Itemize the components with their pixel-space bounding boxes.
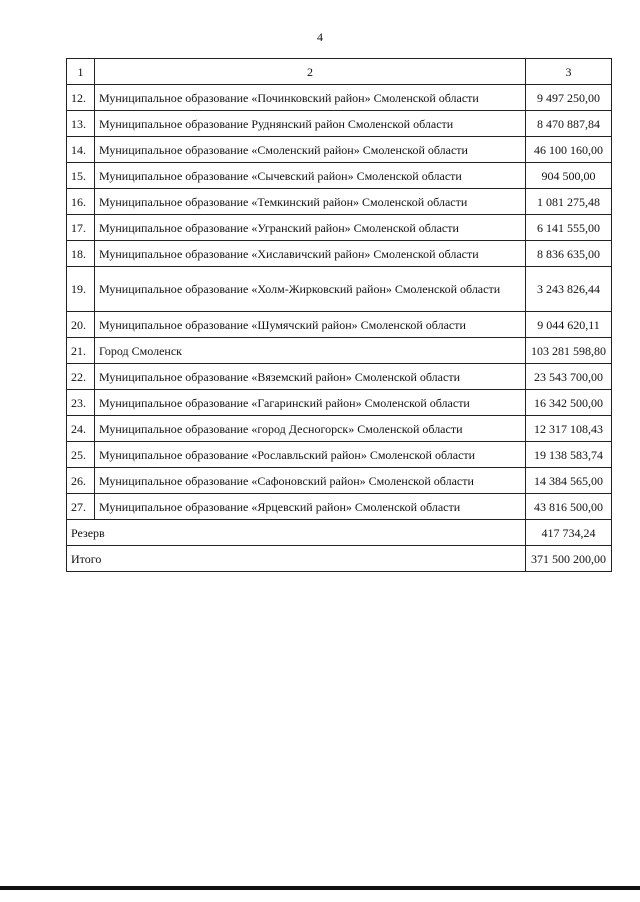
amount-value: 9 044 620,11 (526, 312, 612, 338)
municipality-name: Муниципальное образование «город Десногорск» Смоленской области (95, 416, 526, 442)
amount-value: 23 543 700,00 (526, 364, 612, 390)
reserve-label: Резерв (67, 520, 526, 546)
row-number: 18. (67, 241, 95, 267)
table-row (67, 390, 612, 416)
municipality-name: Муниципальное образование «Починковский район» Смоленской области (95, 85, 526, 111)
table-row (67, 312, 612, 338)
row-number: 17. (67, 215, 95, 241)
row-number: 19. (67, 267, 95, 312)
municipality-name: Муниципальное образование «Темкинский район» Смоленской области (95, 189, 526, 215)
municipality-name: Муниципальное образование «Холм-Жирковский район» Смоленской области (95, 267, 526, 312)
reserve-row (67, 520, 612, 546)
scan-bottom-edge (0, 886, 640, 890)
header-col-1: 1 (67, 59, 95, 85)
table-row (67, 338, 612, 364)
table-row (67, 163, 612, 189)
amount-value: 3 243 826,44 (526, 267, 612, 312)
amount-value: 1 081 275,48 (526, 189, 612, 215)
municipality-name: Муниципальное образование «Вяземский район» Смоленской области (95, 364, 526, 390)
row-number: 22. (67, 364, 95, 390)
table-row (67, 189, 612, 215)
row-number: 24. (67, 416, 95, 442)
row-number: 20. (67, 312, 95, 338)
amount-value: 8 470 887,84 (526, 111, 612, 137)
table-row (67, 364, 612, 390)
municipality-name: Муниципальное образование «Шумячский район» Смоленской области (95, 312, 526, 338)
municipality-name: Муниципальное образование «Хиславичский район» Смоленской области (95, 241, 526, 267)
row-number: 13. (67, 111, 95, 137)
row-number: 26. (67, 468, 95, 494)
municipality-name: Муниципальное образование «Сафоновский район» Смоленской области (95, 468, 526, 494)
header-col-2: 2 (95, 59, 526, 85)
table-header-row (67, 59, 612, 85)
table-row (67, 111, 612, 137)
amount-value: 19 138 583,74 (526, 442, 612, 468)
municipality-name: Муниципальное образование «Ярцевский район» Смоленской области (95, 494, 526, 520)
table-row (67, 468, 612, 494)
page-number: 4 (317, 30, 323, 44)
total-row (67, 546, 612, 572)
row-number: 12. (67, 85, 95, 111)
amount-value: 9 497 250,00 (526, 85, 612, 111)
total-label: Итого (67, 546, 526, 572)
row-number: 23. (67, 390, 95, 416)
amount-value: 904 500,00 (526, 163, 612, 189)
table-row (67, 215, 612, 241)
row-number: 27. (67, 494, 95, 520)
table-row (67, 416, 612, 442)
row-number: 21. (67, 338, 95, 364)
amount-value: 46 100 160,00 (526, 137, 612, 163)
table-row (67, 241, 612, 267)
table-row (67, 442, 612, 468)
table-row (67, 267, 612, 312)
municipality-name: Муниципальное образование «Рославльский район» Смоленской области (95, 442, 526, 468)
amount-value: 8 836 635,00 (526, 241, 612, 267)
amount-value: 16 342 500,00 (526, 390, 612, 416)
amount-value: 12 317 108,43 (526, 416, 612, 442)
municipality-name: Муниципальное образование «Смоленский район» Смоленской области (95, 137, 526, 163)
reserve-amount: 417 734,24 (526, 520, 612, 546)
table-row (67, 137, 612, 163)
row-number: 16. (67, 189, 95, 215)
row-number: 15. (67, 163, 95, 189)
municipality-name: Муниципальное образование Руднянский район Смоленской области (95, 111, 526, 137)
total-amount: 371 500 200,00 (526, 546, 612, 572)
municipality-name: Муниципальное образование «Гагаринский район» Смоленской области (95, 390, 526, 416)
municipality-name: Муниципальное образование «Угранский район» Смоленской области (95, 215, 526, 241)
amount-value: 103 281 598,80 (526, 338, 612, 364)
amount-value: 43 816 500,00 (526, 494, 612, 520)
municipality-name: Муниципальное образование «Сычевский район» Смоленской области (95, 163, 526, 189)
row-number: 14. (67, 137, 95, 163)
amount-value: 6 141 555,00 (526, 215, 612, 241)
table-row (67, 494, 612, 520)
table-row (67, 85, 612, 111)
row-number: 25. (67, 442, 95, 468)
header-col-3: 3 (526, 59, 612, 85)
municipality-name: Город Смоленск (95, 338, 526, 364)
allocation-table (66, 58, 612, 572)
amount-value: 14 384 565,00 (526, 468, 612, 494)
